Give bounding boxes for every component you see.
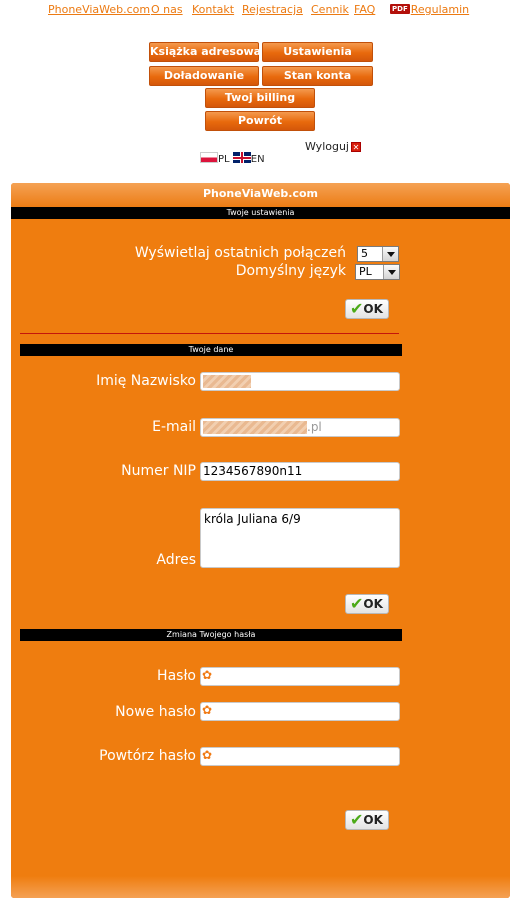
topup-button[interactable]: Doładowanie [149,66,259,86]
settings-button[interactable]: Ustawienia [262,42,373,62]
nav-link-terms[interactable] [390,3,469,16]
account-balance-button[interactable]: Stan konta [262,66,373,86]
check-icon: ✔ [350,594,364,613]
personal-data-ok-button[interactable] [345,594,389,614]
nav-link-faq[interactable]: FAQ [354,3,376,16]
section-bar-settings: Twoje ustawienia [11,207,510,219]
panel-footer [11,876,510,898]
poland-flag-icon [200,152,218,163]
password-label: Hasło [157,668,196,684]
nip-label: Numer NIP [121,463,196,479]
email-input[interactable] [200,418,400,437]
terms-label: Regulamin [410,3,470,16]
default-language-value: PL [359,265,372,278]
separator-line [20,333,399,334]
password-ok-button[interactable] [345,810,389,830]
settings-ok-button[interactable] [345,299,389,319]
check-icon: ✔ [350,810,364,829]
address-textarea[interactable]: króla Juliana 6/9 [200,508,400,568]
back-button[interactable]: Powrót [205,111,315,131]
repeat-password-label: Powtórz hasło [99,748,196,764]
language-pl-label: PL [218,154,230,165]
top-navigation [0,3,527,19]
language-en-label: EN [250,154,265,165]
nav-link-home[interactable]: PhoneViaWeb.com [48,3,151,16]
ok-label: OK [363,813,383,827]
x-close-icon: ✕ [352,143,360,152]
language-en[interactable] [233,154,265,165]
name-input[interactable] [200,372,400,391]
logout-label: Wyloguj [305,140,349,153]
section-bar-personal-data: Twoje dane [20,344,402,356]
show-last-calls-value: 5 [361,247,368,260]
uk-flag-icon [233,152,251,163]
key-icon: ✿ [202,668,213,682]
redacted-name [203,375,251,388]
show-last-calls-label: Wyświetlaj ostatnich połączeń [134,245,346,261]
ok-label: OK [363,302,383,316]
chevron-down-icon [382,247,398,261]
language-pl[interactable] [200,154,230,165]
chevron-down-icon [383,265,399,279]
nav-link-pricing[interactable]: Cennik [311,3,349,16]
password-input[interactable] [200,667,400,686]
pdf-icon: PDF [392,5,408,13]
email-label: E-mail [152,419,196,435]
billing-button[interactable]: Twoj billing [205,88,315,108]
redacted-email [203,421,307,434]
logout-link[interactable] [305,140,361,153]
nav-link-contact[interactable]: Kontakt [192,3,235,16]
check-icon: ✔ [350,299,364,318]
new-password-label: Nowe hasło [115,704,196,720]
email-suffix: .pl [307,420,322,434]
default-language-label: Domyślny język [235,263,346,279]
nip-input[interactable]: 1234567890n11 [200,462,400,481]
address-label: Adres [156,552,196,568]
new-password-input[interactable] [200,702,400,721]
show-last-calls-select[interactable] [357,246,399,262]
nav-link-register[interactable]: Rejestracja [242,3,303,16]
panel-title: PhoneViaWeb.com [11,183,510,207]
section-bar-password: Zmiana Twojego hasła [20,629,402,641]
repeat-password-input[interactable] [200,747,400,766]
address-book-button[interactable]: Książka adresowa [149,42,259,62]
key-icon: ✿ [202,748,213,762]
key-icon: ✿ [202,703,213,717]
name-label: Imię Nazwisko [96,373,196,389]
ok-label: OK [363,597,383,611]
language-switcher [200,152,265,165]
default-language-select[interactable] [355,264,400,280]
nav-link-about[interactable]: O nas [151,3,183,16]
